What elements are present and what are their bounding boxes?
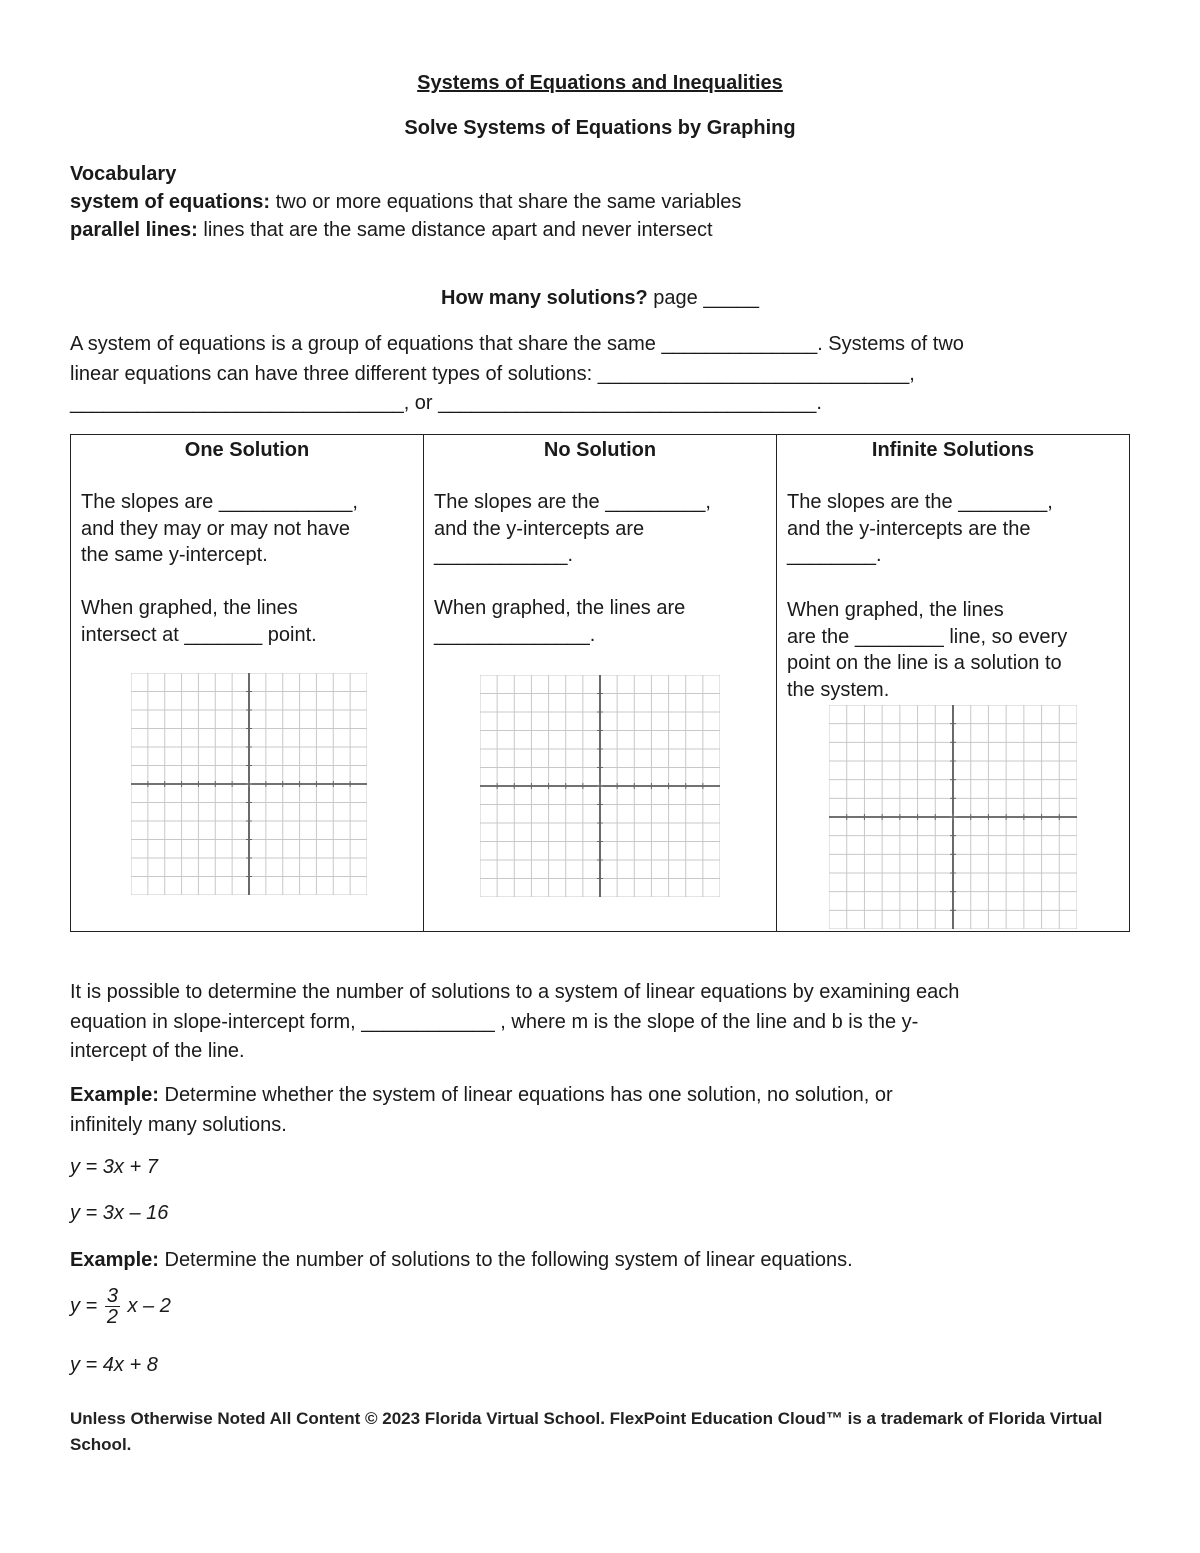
example-label: Example: [70,1249,159,1271]
vocab-term: parallel lines: [70,219,198,241]
vocabulary-heading: Vocabulary [70,163,177,185]
solution-types-table [70,434,1130,932]
col-no-solution [424,435,777,932]
text-line: The slopes are the ________, [787,491,1053,513]
vocab-definition: lines that are the same distance apart and never intersect [197,219,713,241]
vocabulary-section [70,160,741,244]
intro-line: A system of equations is a group of equations that share the same ______________. Systems of two [70,333,964,355]
example-text: infinitely many solutions. [70,1113,287,1136]
example-text: Determine the number of solutions to the following system of linear equations. [158,1249,853,1271]
col-heading: Infinite Solutions [871,439,1035,461]
equation: y = 3x + 7 [70,1156,158,1178]
fraction-denominator: 2 [106,1306,118,1328]
intro-line: ______________________________, or __________________________________. [70,392,822,414]
col-text-graphed [787,597,1117,703]
intro-paragraph [70,330,1130,419]
text-line: When graphed, the lines [787,599,1004,621]
col-one-solution [71,435,424,932]
text-line: ______________. [434,623,596,646]
equation: y = 4x + 8 [70,1354,158,1376]
example-label: Example: [70,1084,159,1106]
text-line: It is possible to determine the number of solutions to a system of linear equations by examining each [70,981,960,1003]
eq-right: x – 2 [127,1294,171,1317]
vocab-term: system of equations: [70,191,271,213]
col-text-slopes [787,489,1117,569]
text-line: and the y-intercepts are [434,517,645,540]
text-line: intercept of the line. [70,1040,245,1062]
vocab-item [70,216,741,244]
text-line: the system. [787,678,890,701]
example-1 [70,1081,1130,1140]
coordinate-grid [829,705,1077,929]
col-infinite-solutions [777,435,1130,932]
example-2 [70,1246,1130,1276]
intro-line: linear equations can have three different types of solutions: ____________________________, [70,362,915,385]
text-line: ________. [787,544,882,566]
col-text-slopes [434,489,764,569]
text-line: ____________. [434,544,574,566]
example-text: Determine whether the system of linear equations has one solution, no solution, or [158,1084,893,1106]
text-line: are the ________ line, so every [787,625,1068,648]
text-line: equation in slope-intercept form, ____________ , where m is the slope of the line and b is the y- [70,1010,919,1033]
text-line: and they may or may not have [81,517,351,540]
determine-paragraph [70,978,1130,1067]
footer-copyright: Unless Otherwise Noted All Content © 2023 Florida Virtual School. FlexPoint Education Cloud™ is a trademark of Florida Virtual School. [70,1409,1103,1454]
col-text-slopes [81,489,411,569]
coordinate-grid [131,673,367,895]
col-heading: One Solution [184,439,310,461]
worksheet-subtitle: Solve Systems of Equations by Graphing [404,117,796,139]
equation-fraction [70,1286,171,1327]
how-many-page: page _____ [647,287,759,309]
how-many-solutions-heading [0,287,1200,310]
coordinate-grid [480,675,720,897]
col-heading: No Solution [543,439,657,461]
text-line: When graphed, the lines [81,597,298,619]
vocab-definition: two or more equations that share the same variables [270,191,742,213]
text-line: intersect at _______ point. [81,623,317,646]
col-text-graphed [434,595,764,648]
fraction-numerator: 3 [106,1285,118,1307]
how-many-label: How many solutions? [441,287,648,309]
col-text-graphed [81,595,411,648]
text-line: The slopes are ____________, [81,491,358,513]
vocab-item [70,188,741,216]
eq-left: y = [70,1294,98,1317]
text-line: When graphed, the lines are [434,597,686,619]
text-line: and the y-intercepts are the [787,517,1031,540]
text-line: The slopes are the _________, [434,491,711,513]
equation: y = 3x – 16 [70,1202,169,1224]
text-line: point on the line is a solution to [787,652,1062,674]
worksheet-title: Systems of Equations and Inequalities [417,72,783,94]
text-line: the same y-intercept. [81,544,268,566]
fraction [105,1286,120,1327]
